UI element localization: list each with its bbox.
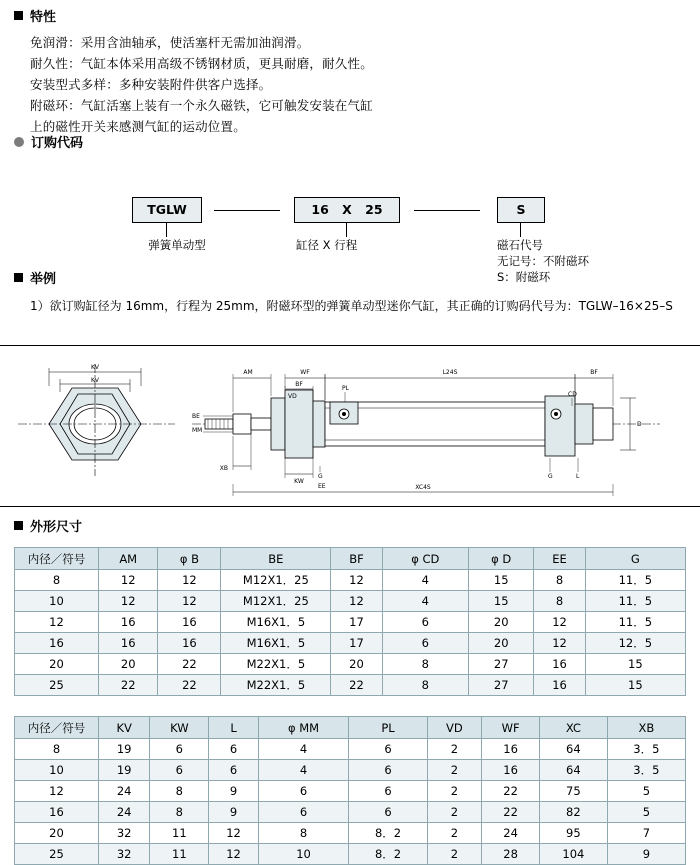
cell: 2 <box>427 844 482 865</box>
svg-text:VD: VD <box>288 393 297 400</box>
cell: 11．5 <box>585 612 685 633</box>
cell: M22X1．5 <box>221 675 331 696</box>
svg-text:CD: CD <box>568 391 577 398</box>
dimensions-table-1 <box>14 547 686 696</box>
leader-tick <box>166 223 167 237</box>
cell: 11 <box>150 844 209 865</box>
cell: 16 <box>99 633 158 654</box>
cell: 8 <box>382 675 468 696</box>
cell: 12 <box>331 570 382 591</box>
cell: 64 <box>540 739 608 760</box>
cell: 20 <box>331 654 382 675</box>
cell: 20 <box>99 654 158 675</box>
column-header: BE <box>221 548 331 570</box>
cell: 22 <box>158 654 221 675</box>
cell: 15 <box>585 675 685 696</box>
table-row <box>15 823 686 844</box>
cell: 6 <box>150 739 209 760</box>
cell: 10 <box>15 760 99 781</box>
cell: 16 <box>534 675 585 696</box>
cell: 28 <box>482 844 540 865</box>
feature-line: 安装型式多样：多种安装附件供客户选择。 <box>30 77 272 92</box>
cell: 8 <box>534 591 585 612</box>
square-bullet-icon <box>14 11 23 20</box>
svg-text:XB: XB <box>219 465 228 472</box>
cell: 6 <box>382 633 468 654</box>
cell: 6 <box>349 739 427 760</box>
cell: 20 <box>15 654 99 675</box>
column-header: 内径／符号 <box>15 717 99 739</box>
features-heading <box>14 6 674 25</box>
cell: 17 <box>331 612 382 633</box>
cell: 3．5 <box>607 739 685 760</box>
cell: 104 <box>540 844 608 865</box>
table-header-row <box>15 548 686 570</box>
cell: 64 <box>540 760 608 781</box>
cell: M12X1．25 <box>221 591 331 612</box>
table-row <box>15 591 686 612</box>
table-row <box>15 760 686 781</box>
cell: 75 <box>540 781 608 802</box>
cell: 12 <box>534 612 585 633</box>
cell: 12 <box>534 633 585 654</box>
technical-drawing <box>0 345 700 507</box>
leader-tick <box>346 223 347 237</box>
column-header: φ MM <box>258 717 349 739</box>
cell: 15 <box>585 654 685 675</box>
svg-text:G: G <box>318 473 323 480</box>
cell: 6 <box>209 760 258 781</box>
svg-text:KV: KV <box>90 377 100 384</box>
ordering-magnet-label: 磁石代号 <box>497 238 543 252</box>
cell: 2 <box>427 823 482 844</box>
table-row <box>15 739 686 760</box>
cell: 82 <box>540 802 608 823</box>
cell: 95 <box>540 823 608 844</box>
svg-text:L24S: L24S <box>442 369 458 376</box>
cell: 8 <box>258 823 349 844</box>
dimensions-title: 外形尺寸 <box>30 520 83 535</box>
cell: 8 <box>150 802 209 823</box>
cell: 6 <box>349 802 427 823</box>
cell: 9 <box>209 802 258 823</box>
cell: 32 <box>99 844 150 865</box>
column-header: VD <box>427 717 482 739</box>
cell: 20 <box>15 823 99 844</box>
example-section <box>14 268 684 315</box>
square-bullet-icon <box>14 521 23 530</box>
cell: 6 <box>150 760 209 781</box>
svg-text:BF: BF <box>295 381 303 388</box>
cell: 12 <box>158 570 221 591</box>
column-header: KW <box>150 717 209 739</box>
table-row <box>15 654 686 675</box>
connector-line <box>414 210 480 211</box>
feature-line: 上的磁性开关来感测气缸的运动位置。 <box>30 119 246 134</box>
cell: 10 <box>15 591 99 612</box>
cell: 32 <box>99 823 150 844</box>
cell: 16 <box>158 633 221 654</box>
cell: 11．5 <box>585 591 685 612</box>
cell: 12 <box>331 591 382 612</box>
dimensions-heading <box>14 516 686 535</box>
cell: 19 <box>99 739 150 760</box>
cell: M12X1．25 <box>221 570 331 591</box>
dimensions-section <box>14 516 686 865</box>
table-row <box>15 781 686 802</box>
cell: 22 <box>158 675 221 696</box>
column-header: φ CD <box>382 548 468 570</box>
ordering-title: 订购代码 <box>31 136 84 151</box>
cell: 8．2 <box>349 823 427 844</box>
cell: 12 <box>209 823 258 844</box>
ordering-bore-stroke-box <box>294 197 400 223</box>
cell: 12 <box>99 591 158 612</box>
svg-text:PL: PL <box>342 385 349 392</box>
cell: 16 <box>482 760 540 781</box>
cell: 6 <box>209 739 258 760</box>
features-section <box>14 6 674 137</box>
cell: 27 <box>468 654 533 675</box>
square-bullet-icon <box>14 273 23 282</box>
svg-text:KW: KW <box>294 478 304 485</box>
cell: 6 <box>382 612 468 633</box>
column-header: PL <box>349 717 427 739</box>
ordering-model-box: TGLW <box>132 197 202 223</box>
svg-text:D: D <box>637 421 642 428</box>
example-text: 1）欲订购缸径为 16mm，行程为 25mm，附磁环型的弹簧单动型迷你气缸，其正确的订购码代号为：TGLW–16×25–S <box>30 299 673 313</box>
column-header: XC <box>540 717 608 739</box>
cell: 9 <box>607 844 685 865</box>
column-header: AM <box>99 548 158 570</box>
table-row <box>15 844 686 865</box>
column-header: XB <box>607 717 685 739</box>
svg-text:XC4S: XC4S <box>415 484 431 491</box>
cell: 16 <box>158 612 221 633</box>
cell: 6 <box>349 760 427 781</box>
cell: M22X1．5 <box>221 654 331 675</box>
cell: 22 <box>482 781 540 802</box>
features-title: 特性 <box>30 10 57 25</box>
cell: 16 <box>482 739 540 760</box>
cell: 8 <box>534 570 585 591</box>
cell: M16X1．5 <box>221 612 331 633</box>
cell: 15 <box>468 570 533 591</box>
cell: M16X1．5 <box>221 633 331 654</box>
cell: 10 <box>258 844 349 865</box>
cell: 16 <box>534 654 585 675</box>
column-header: BF <box>331 548 382 570</box>
cell: 22 <box>99 675 158 696</box>
feature-line: 耐久性：气缸本体采用高级不锈钢材质，更具耐磨，耐久性。 <box>30 56 373 71</box>
cell: 11 <box>150 823 209 844</box>
svg-text:G: G <box>548 473 553 480</box>
ordering-magnet-note-1: 无记号：不附磁环 <box>497 254 589 268</box>
example-title: 举例 <box>30 272 57 287</box>
svg-text:WF: WF <box>300 369 310 376</box>
example-heading <box>14 268 684 287</box>
circle-bullet-icon <box>14 137 24 147</box>
cell: 5 <box>607 781 685 802</box>
cell: 25 <box>15 675 99 696</box>
cell: 6 <box>258 802 349 823</box>
features-body <box>30 32 674 137</box>
cell: 8 <box>382 654 468 675</box>
column-header: 内径／符号 <box>15 548 99 570</box>
cell: 6 <box>349 781 427 802</box>
cell: 4 <box>258 760 349 781</box>
table-row <box>15 612 686 633</box>
table-row <box>15 570 686 591</box>
svg-text:KV: KV <box>90 364 100 371</box>
cell: 12 <box>158 591 221 612</box>
svg-text:EE: EE <box>318 483 326 490</box>
ordering-model-label: 弹簧单动型 <box>148 238 206 252</box>
table-row <box>15 633 686 654</box>
cell: 8 <box>15 570 99 591</box>
svg-text:L: L <box>576 473 580 480</box>
cell: 20 <box>468 633 533 654</box>
cell: 11．5 <box>585 570 685 591</box>
svg-text:AM: AM <box>243 369 253 376</box>
cell: 8 <box>150 781 209 802</box>
connector-line <box>214 210 280 211</box>
cell: 17 <box>331 633 382 654</box>
cylinder-drawing-svg <box>0 346 700 506</box>
cell: 12 <box>15 781 99 802</box>
cell: 2 <box>427 802 482 823</box>
column-header: G <box>585 548 685 570</box>
cell: 9 <box>209 781 258 802</box>
cell: 3．5 <box>607 760 685 781</box>
cell: 6 <box>258 781 349 802</box>
cell: 22 <box>331 675 382 696</box>
cell: 2 <box>427 760 482 781</box>
feature-line: 免润滑：采用含油轴承，使活塞杆无需加油润滑。 <box>30 35 310 50</box>
cell: 12 <box>15 612 99 633</box>
cell: 12 <box>99 570 158 591</box>
ordering-heading <box>14 132 674 151</box>
column-header: KV <box>99 717 150 739</box>
column-header: EE <box>534 548 585 570</box>
column-header: φ B <box>158 548 221 570</box>
column-header: φ D <box>468 548 533 570</box>
svg-text:BF: BF <box>590 369 598 376</box>
cell: 25 <box>15 844 99 865</box>
cell: 2 <box>427 781 482 802</box>
cell: 4 <box>382 591 468 612</box>
cell: 2 <box>427 739 482 760</box>
feature-line: 附磁环：气缸活塞上装有一个永久磁铁，它可触发安装在气缸 <box>30 98 373 113</box>
table-row <box>15 802 686 823</box>
cell: 15 <box>468 591 533 612</box>
svg-text:BE: BE <box>192 413 200 420</box>
cell: 12 <box>209 844 258 865</box>
svg-text:MM: MM <box>192 427 203 434</box>
cell: 24 <box>482 823 540 844</box>
table-row <box>15 675 686 696</box>
cell: 5 <box>607 802 685 823</box>
cell: 4 <box>382 570 468 591</box>
ordering-magnet-note-2: S：附磁环 <box>497 270 551 284</box>
column-header: L <box>209 717 258 739</box>
ordering-stroke: 25 <box>365 202 383 217</box>
ordering-bore: 16 <box>311 202 329 217</box>
ordering-bore-stroke-label: 缸径 X 行程 <box>296 238 358 252</box>
cell: 16 <box>15 633 99 654</box>
ordering-x: X <box>342 202 352 217</box>
cell: 20 <box>468 612 533 633</box>
cell: 19 <box>99 760 150 781</box>
leader-tick <box>520 223 521 237</box>
cell: 8 <box>15 739 99 760</box>
cell: 24 <box>99 802 150 823</box>
column-header: WF <box>482 717 540 739</box>
cell: 8．2 <box>349 844 427 865</box>
table-header-row <box>15 717 686 739</box>
cell: 16 <box>15 802 99 823</box>
cell: 7 <box>607 823 685 844</box>
cell: 16 <box>99 612 158 633</box>
cell: 22 <box>482 802 540 823</box>
cell: 24 <box>99 781 150 802</box>
cell: 27 <box>468 675 533 696</box>
cell: 4 <box>258 739 349 760</box>
dimensions-table-2 <box>14 716 686 865</box>
ordering-magnet-box: S <box>497 197 545 223</box>
cell: 12．5 <box>585 633 685 654</box>
